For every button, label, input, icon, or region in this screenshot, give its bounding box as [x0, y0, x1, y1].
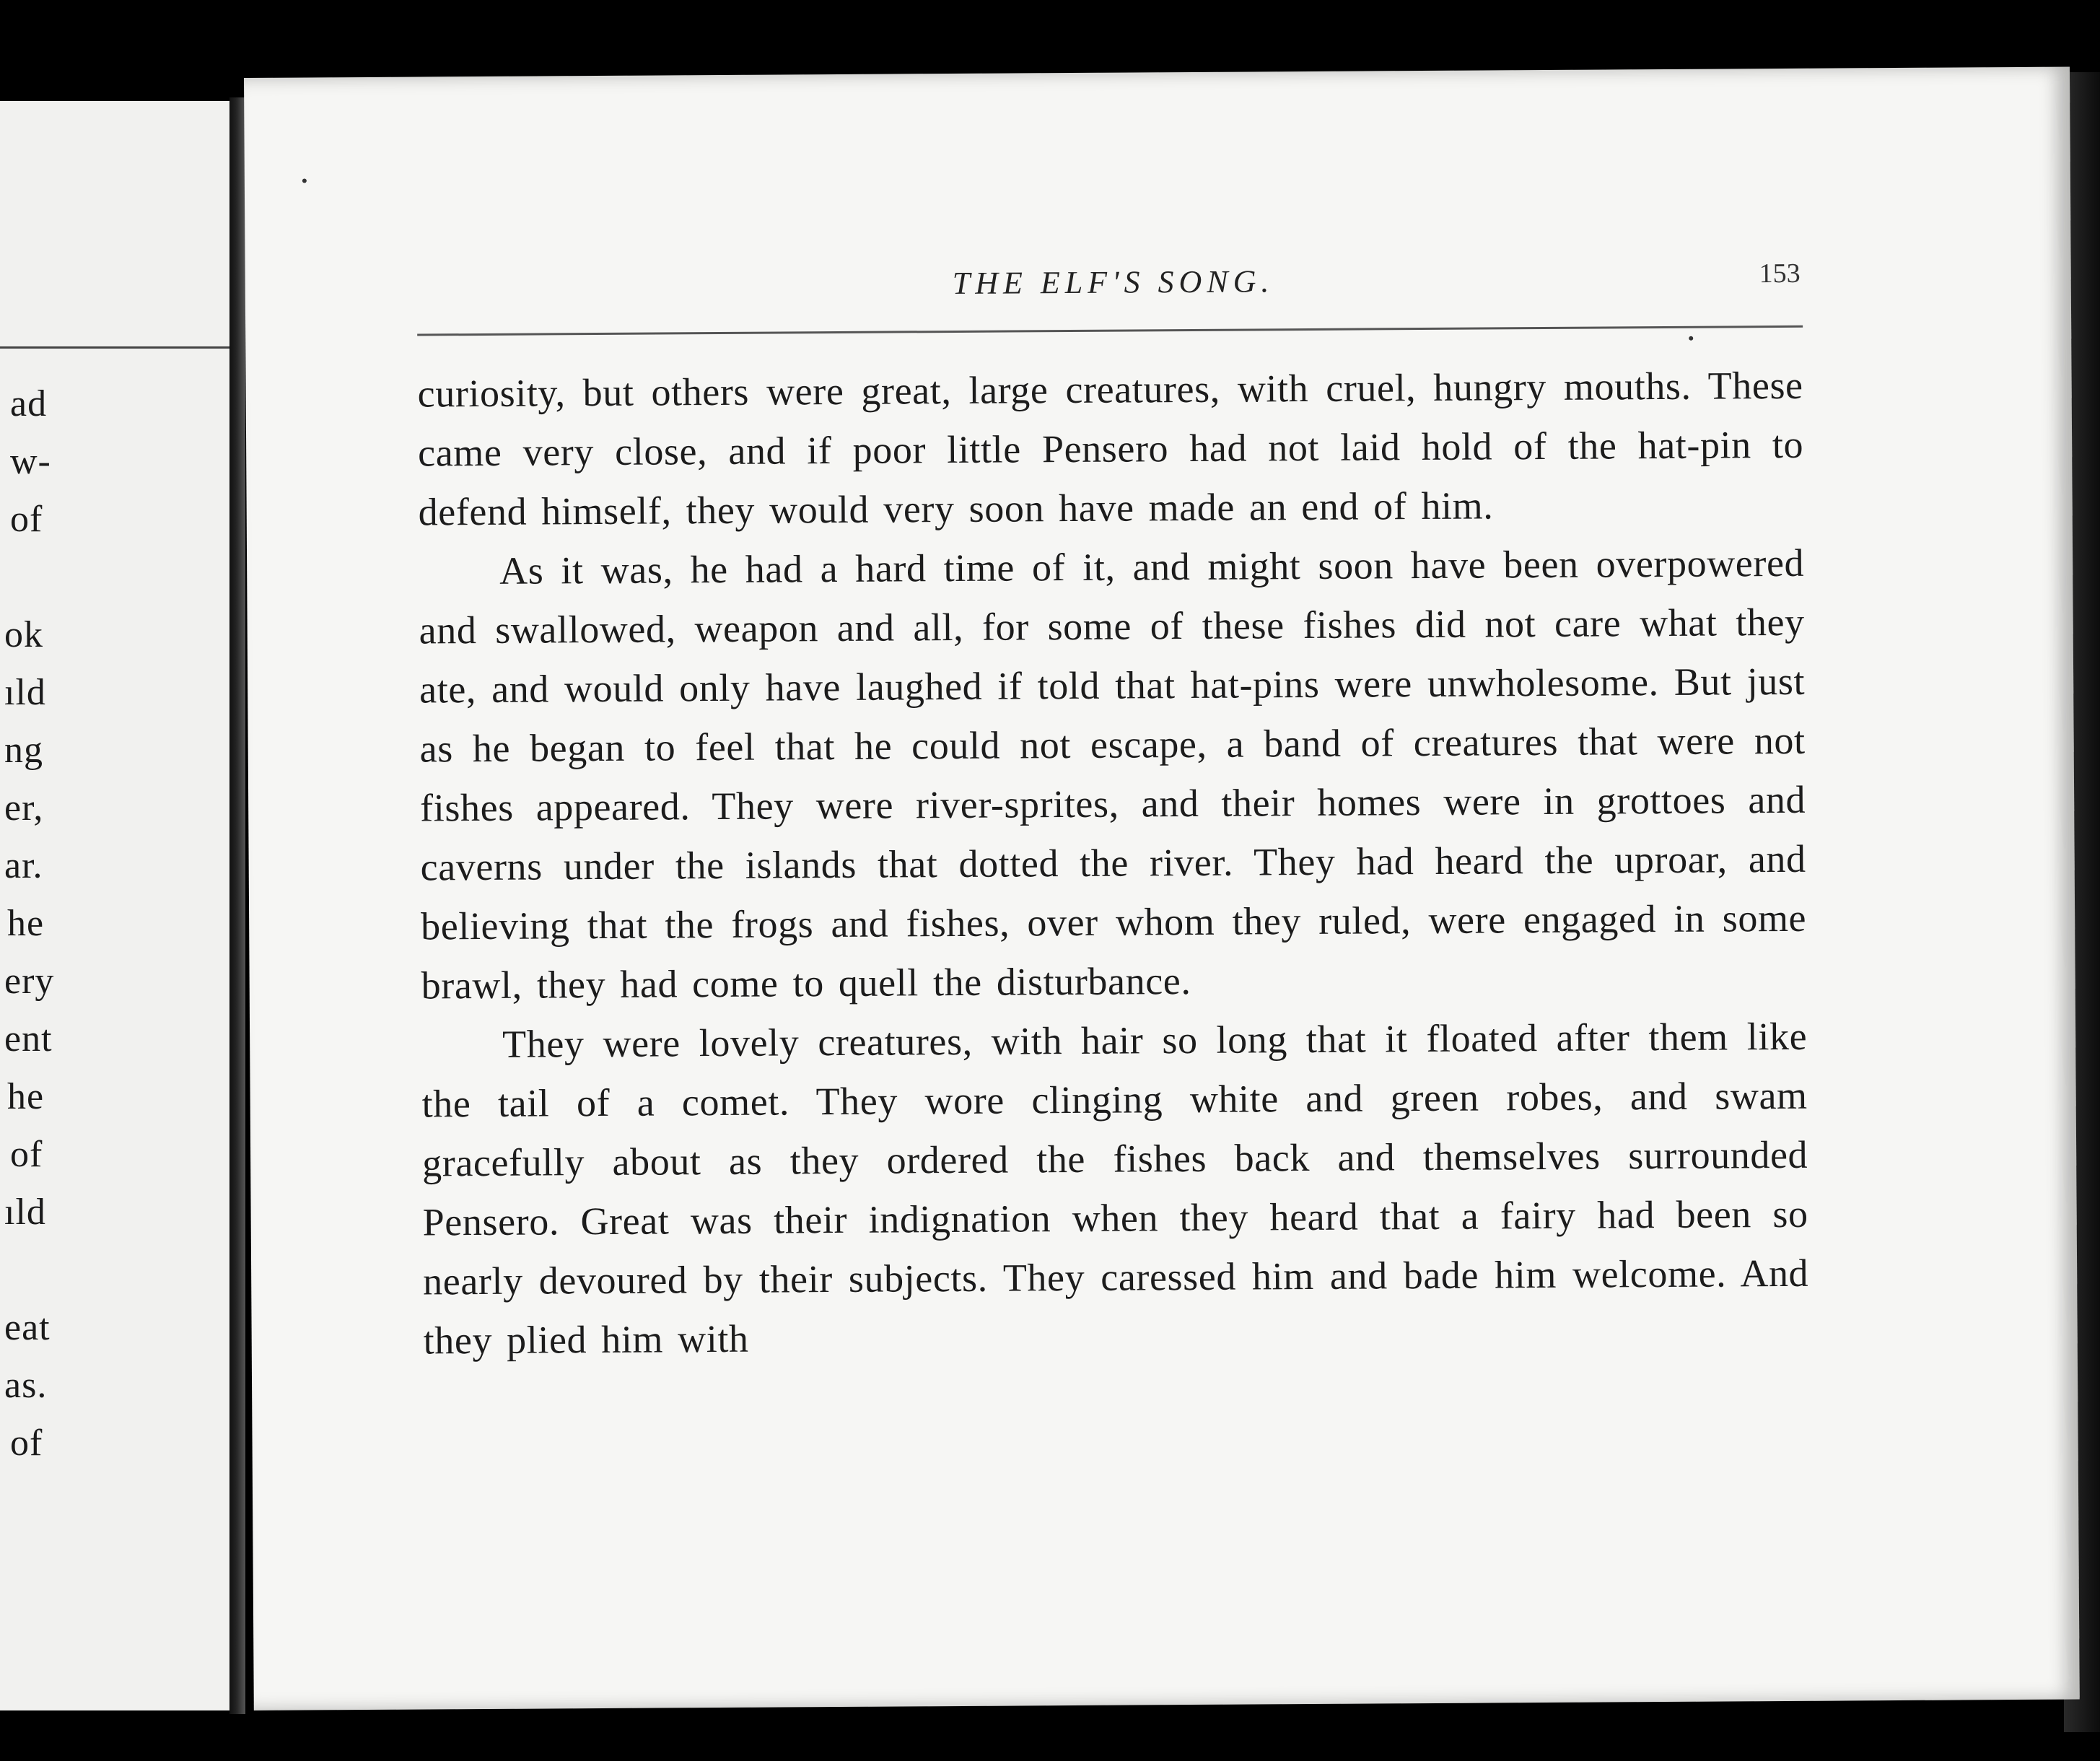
left-line-fragment: of — [10, 499, 43, 540]
dust-speck — [1689, 336, 1693, 341]
right-page — [244, 67, 2080, 1710]
left-line-fragment: of — [10, 1423, 43, 1464]
left-line-fragment: ar. — [4, 845, 43, 886]
left-page — [0, 101, 229, 1710]
left-line-fragment: ng — [4, 730, 43, 771]
page-number: 153 — [1759, 258, 1801, 289]
left-line-fragment: w- — [10, 441, 51, 482]
paragraph: They were lovely creatures, with hair so long that it floated after them like the tail of a comet. They wore clinging white and green robes, and swam gracefully about as they ordered the fishes back and themselves surrounded Pensero. Great was their indignation when they heard that a fairy had been so nearly devoured by their subjects. They caressed him and bade him welcome. And they plied him with — [421, 1014, 1809, 1363]
left-line-fragment: ad — [10, 383, 48, 424]
left-line-fragment: as. — [4, 1365, 48, 1406]
left-line-fragment: er, — [4, 787, 44, 829]
book-gutter — [229, 97, 245, 1714]
left-line-fragment: eat — [4, 1307, 51, 1348]
left-page-line-fragments — [0, 101, 229, 1710]
left-line-fragment: ent — [4, 1018, 53, 1059]
left-line-fragment: of — [10, 1134, 43, 1175]
left-line-fragment: ok — [4, 614, 43, 655]
paragraph: As it was, he had a hard time of it, and might soon have been overpowered and swallowed, weapon and all, for some of these fishes did not care what they ate, and would only have laughed if told that hat-pins were unwholesome. But just as he began to feel that he could not escape, a band of creatures that were not fishes appeared. They were river-sprites, and their homes were in grottoes and caverns under the islands that dotted the river. They had heard the uproar, and believing that the frogs and fishes, over whom they ruled, were engaged in some brawl, they had come to quell the disturbance. — [419, 541, 1807, 1008]
left-line-fragment: ıld — [4, 672, 46, 713]
body-text — [417, 356, 1808, 1371]
paragraph: curiosity, but others were great, large creatures, with cruel, hungry mouths. These came very close, and if poor little Pensero had not laid hold of the hat-pin to defend himself, they would very soon have made an end of him. — [417, 363, 1804, 534]
running-head: THE ELF'S SONG. — [952, 263, 1274, 302]
left-line-fragment: he — [7, 903, 45, 944]
left-line-fragment: he — [7, 1076, 45, 1117]
left-line-fragment: ery — [4, 961, 55, 1002]
left-line-fragment: ıld — [4, 1192, 46, 1233]
dust-speck — [302, 178, 307, 183]
header-rule — [417, 325, 1803, 336]
